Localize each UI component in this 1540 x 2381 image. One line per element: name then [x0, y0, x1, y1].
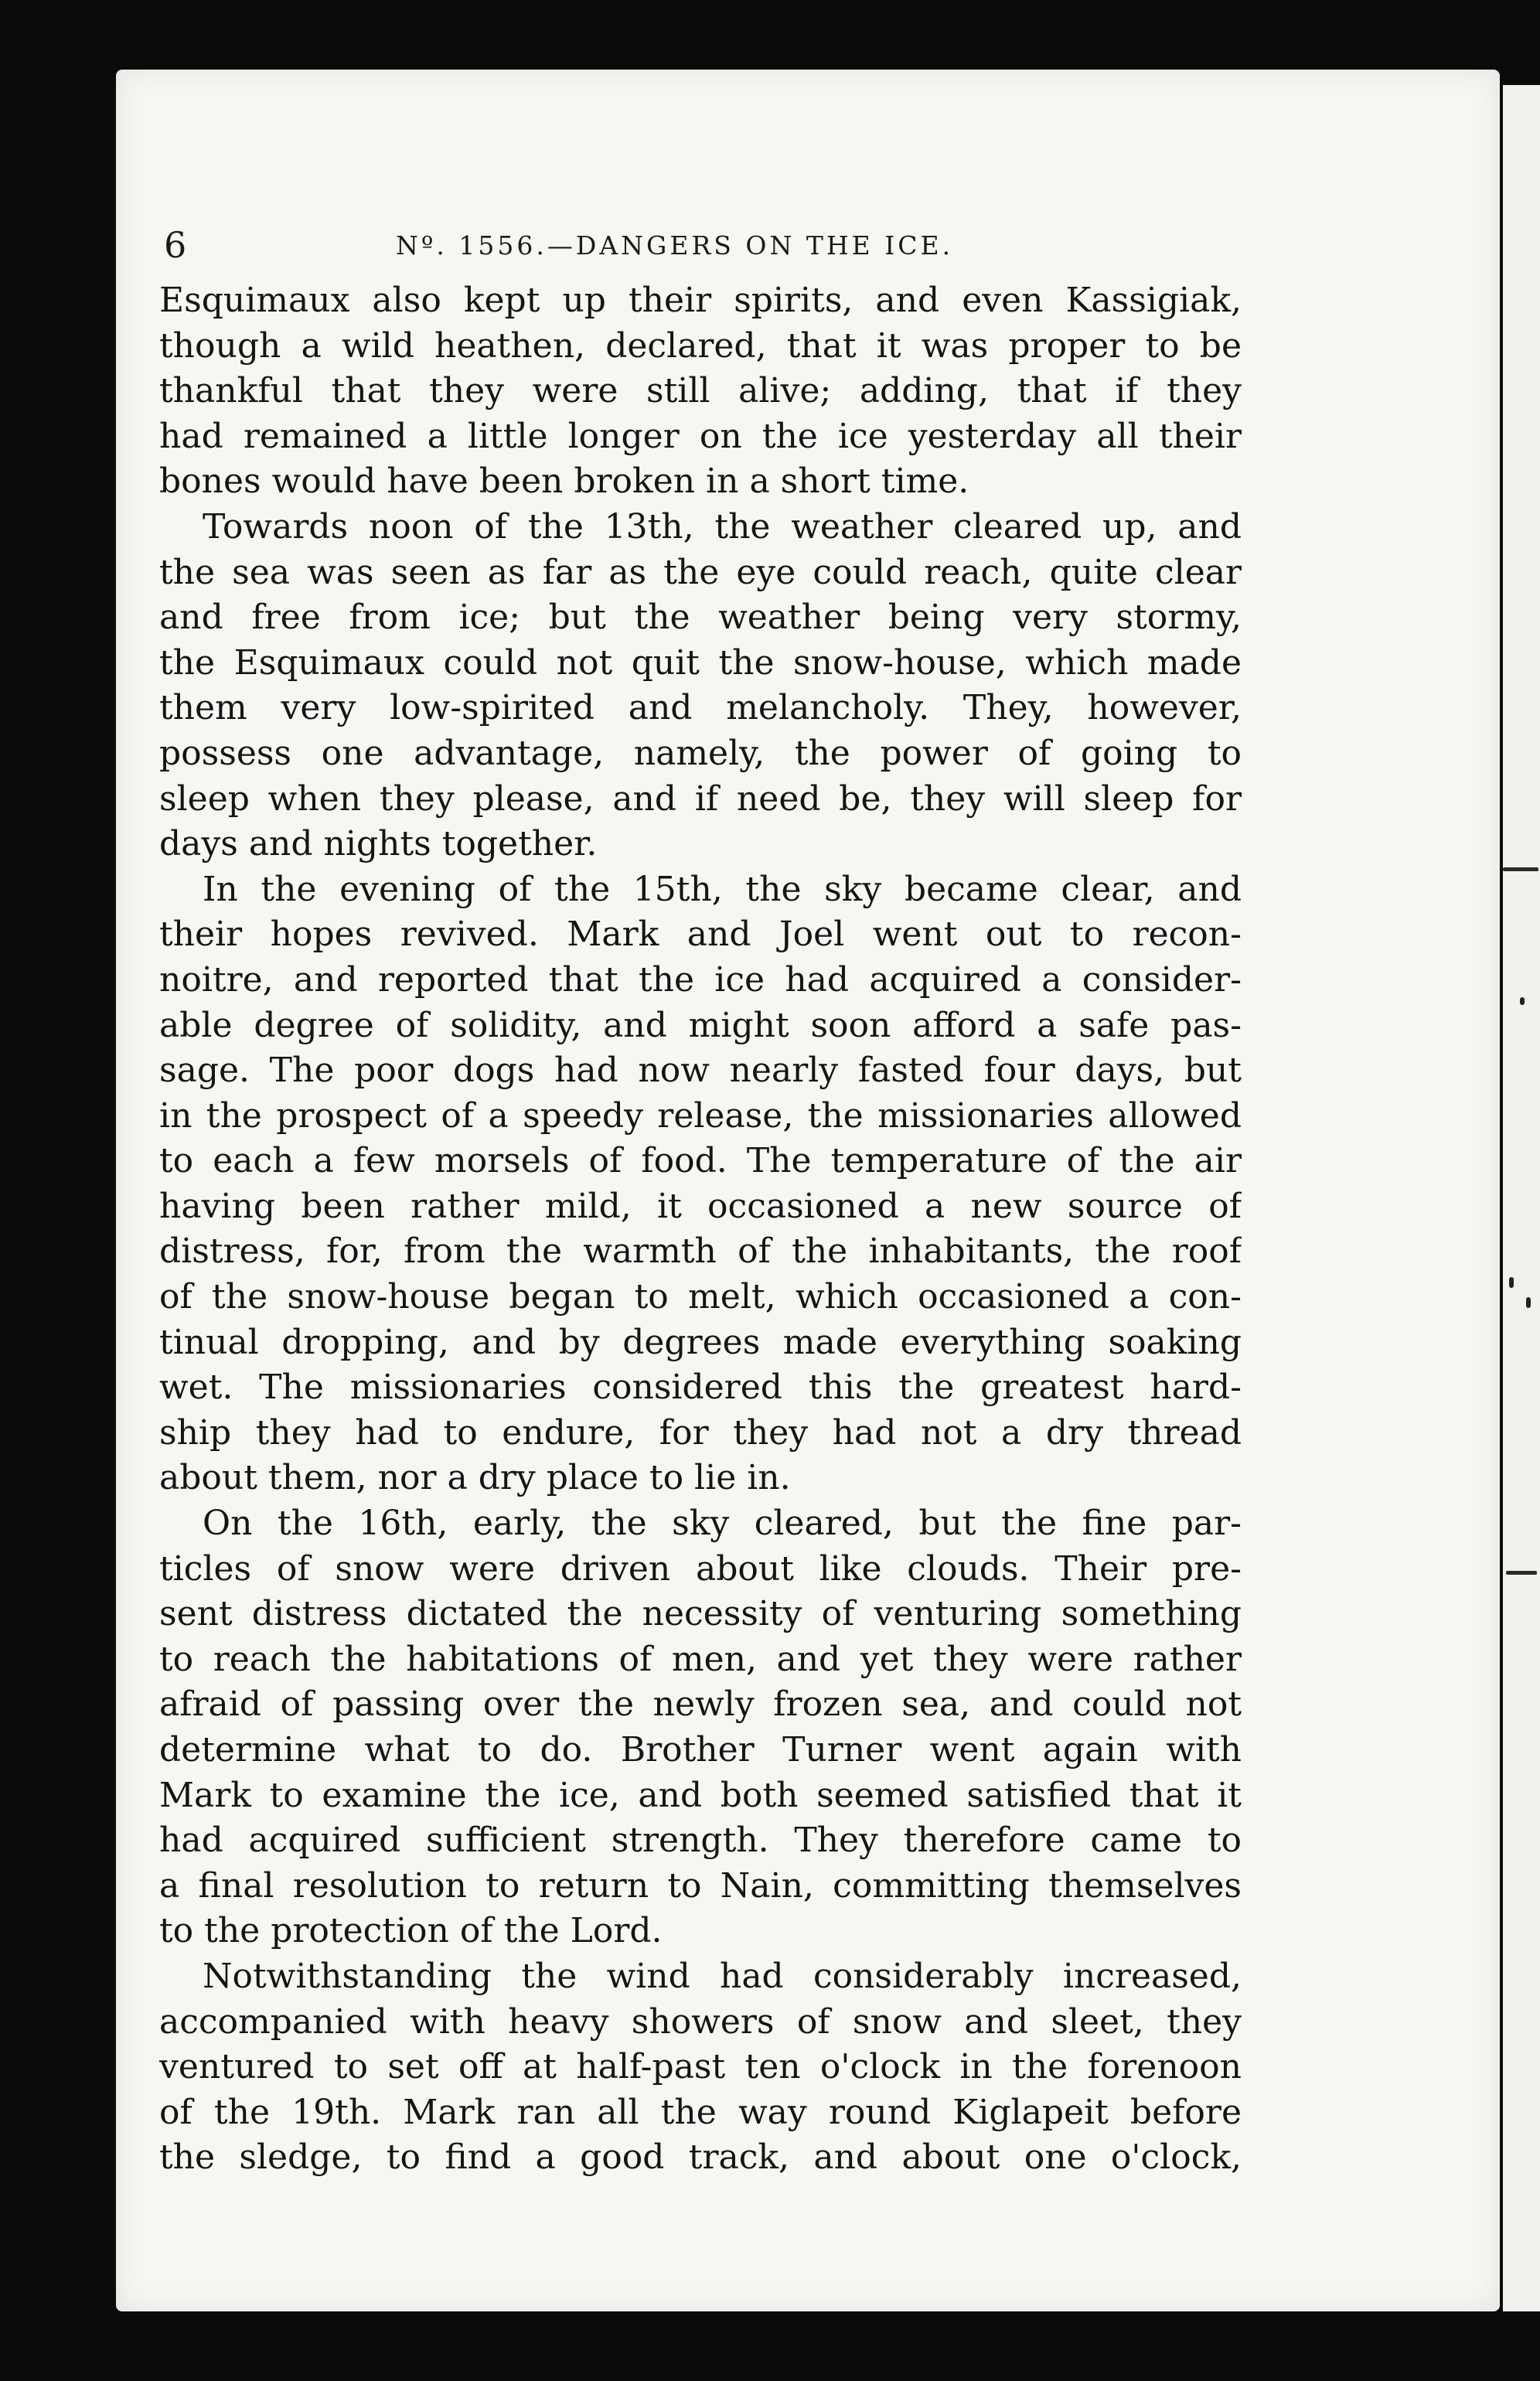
text-line: their hopes revived. Mark and Joel went out to recon-: [159, 915, 1242, 955]
text-line: tinual dropping, and by degrees made everything soaking: [159, 1322, 1242, 1362]
page-number: 6: [164, 224, 187, 266]
text-line: to reach the habitations of men, and yet they were rather: [159, 1639, 1242, 1679]
text-line: a final resolution to return to Nain, committing themselves: [159, 1865, 1242, 1906]
text-line: wet. The missionaries considered this the greatest hard-: [159, 1368, 1242, 1408]
text-line: determine what to do. Brother Turner went again with: [159, 1730, 1242, 1770]
text-line: ticles of snow were driven about like clouds. Their pre-: [159, 1548, 1242, 1589]
text-line: Esquimaux also kept up their spirits, and even Kassigiak,: [159, 281, 1242, 320]
text-line: sleep when they please, and if need be, they will sleep for: [159, 778, 1242, 819]
text-line: of the 19th. Mark ran all the way round Kiglapeit before: [159, 2092, 1242, 2132]
body-text: [159, 278, 1242, 2188]
text-line: having been rather mild, it occasioned a new source of: [159, 1186, 1242, 1226]
text-line: the sledge, to find a good track, and about one o'clock,: [159, 2137, 1242, 2178]
text-line: On the 16th, early, the sky cleared, but the fine par-: [203, 1504, 1242, 1544]
text-line: of the snow-house began to melt, which occasioned a con-: [159, 1277, 1242, 1317]
text-line: sage. The poor dogs had now nearly fasted four days, but: [159, 1051, 1242, 1091]
header-title: Nº. 1556.—DANGERS ON THE ICE.: [396, 230, 954, 261]
text-line: to the protection of the Lord.: [159, 1911, 663, 1951]
text-line: in the prospect of a speedy release, the missionaries allowed: [159, 1095, 1242, 1136]
text-line: sent distress dictated the necessity of venturing something: [159, 1594, 1242, 1634]
edge-mark: [1509, 1277, 1514, 1288]
text-line: ventured to set off at half-past ten o'clock in the forenoon: [159, 2047, 1242, 2087]
text-line: able degree of solidity, and might soon afford a safe pas-: [159, 1005, 1242, 1045]
text-line: had remained a little longer on the ice yesterday all their: [159, 416, 1242, 456]
text-line: thankful that they were still alive; adding, that if they: [159, 371, 1242, 411]
text-line: Mark to examine the ice, and both seemed satisfied that it: [159, 1775, 1242, 1815]
text-line: though a wild heathen, declared, that it was proper to be: [159, 325, 1242, 366]
text-line: had acquired sufficient strength. They therefore came to: [159, 1821, 1242, 1861]
text-line: days and nights together.: [159, 824, 598, 864]
text-line: afraid of passing over the newly frozen sea, and could not: [159, 1684, 1242, 1725]
adjacent-page-edge: [1503, 85, 1540, 2311]
edge-mark: [1503, 867, 1538, 871]
text-line: distress, for, from the warmth of the inhabitants, the roof: [159, 1231, 1242, 1272]
text-line: them very low-spirited and melancholy. They, however,: [159, 688, 1242, 728]
edge-mark: [1520, 997, 1525, 1005]
text-line: In the evening of the 15th, the sky became clear, and: [203, 869, 1242, 909]
edge-mark: [1526, 1297, 1531, 1308]
running-head: [164, 218, 1231, 280]
text-line: bones would have been broken in a short time.: [159, 462, 969, 502]
edge-mark: [1506, 1571, 1537, 1575]
text-line: accompanied with heavy showers of snow and sleet, they: [159, 2001, 1242, 2042]
text-line: the Esquimaux could not quit the snow-house, which made: [159, 642, 1242, 683]
text-line: about them, nor a dry place to lie in.: [159, 1458, 791, 1498]
text-line: possess one advantage, namely, the power of going to: [159, 733, 1242, 773]
text-line: Notwithstanding the wind had considerably increased,: [203, 1956, 1242, 1996]
text-line: ship they had to endure, for they had not a dry thread: [159, 1412, 1242, 1453]
text-line: the sea was seen as far as the eye could reach, quite clear: [159, 552, 1242, 592]
text-line: and free from ice; but the weather being very stormy,: [159, 598, 1242, 638]
text-line: noitre, and reported that the ice had acquired a consider-: [159, 959, 1242, 1000]
text-line: Towards noon of the 13th, the weather cleared up, and: [203, 506, 1242, 547]
text-line: to each a few morsels of food. The temperature of the air: [159, 1141, 1242, 1181]
